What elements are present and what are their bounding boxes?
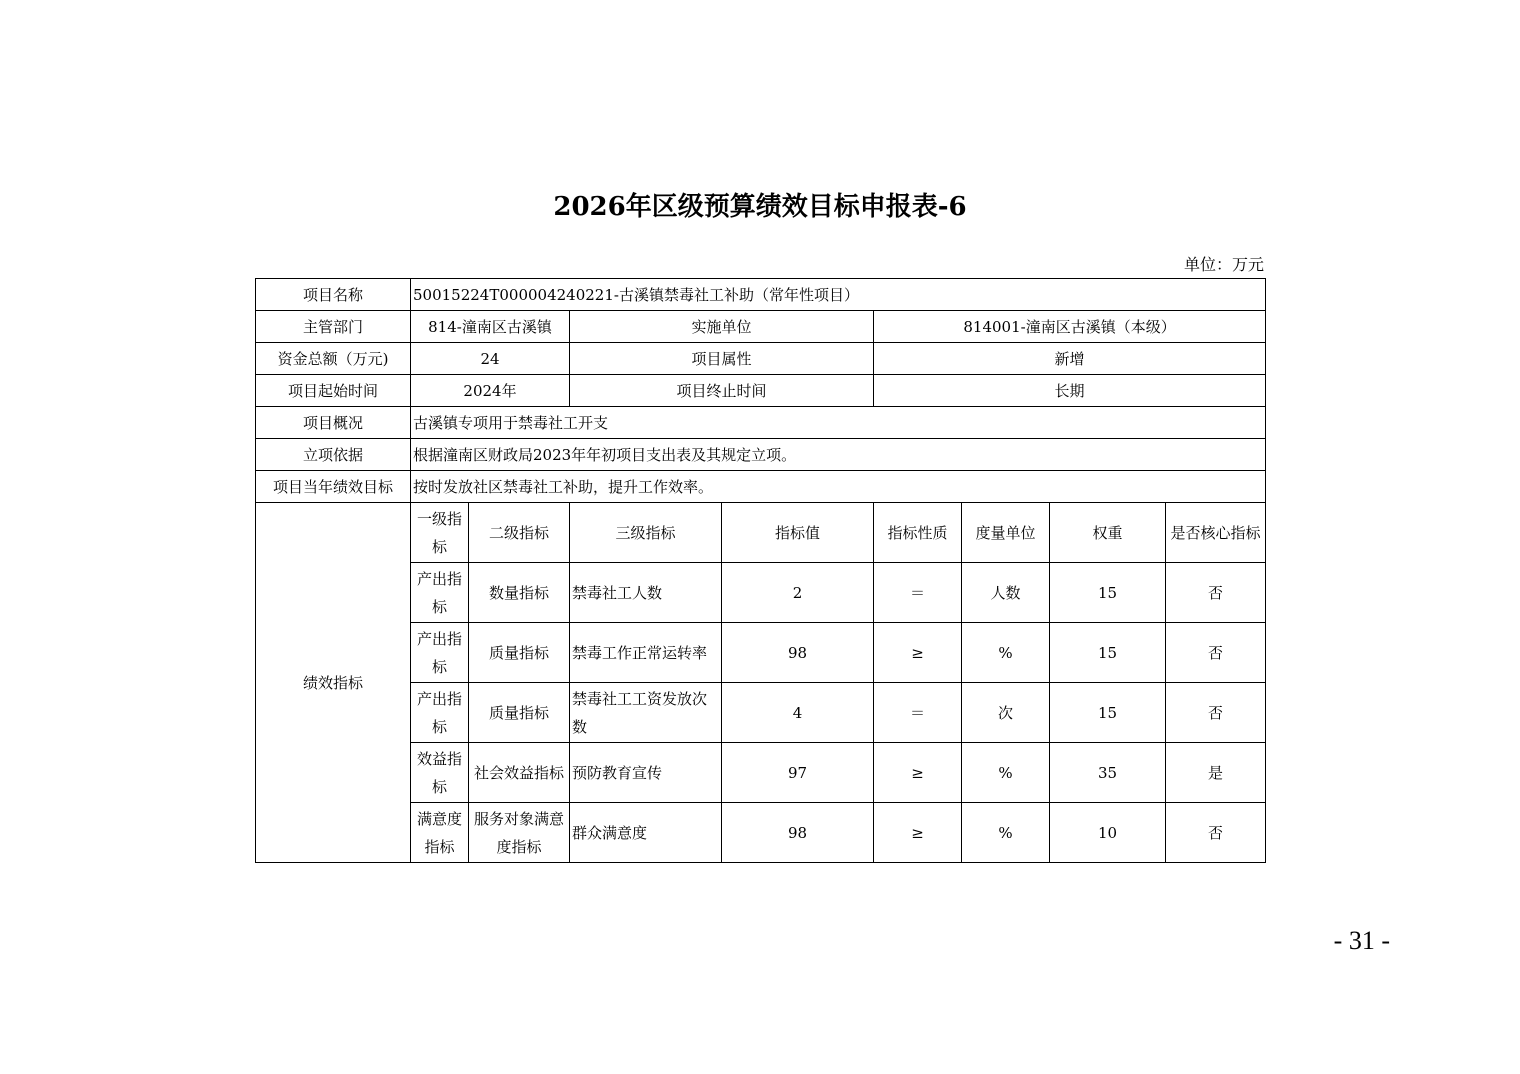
level3-cell: 预防教育宣传	[570, 743, 722, 803]
fund-label: 资金总额（万元)	[256, 343, 411, 375]
core-cell: 否	[1166, 563, 1266, 623]
header-unit: 度量单位	[962, 503, 1050, 563]
unit-cell: 人数	[962, 563, 1050, 623]
level1-cell: 满意度指标	[411, 803, 469, 863]
level3-cell: 禁毒社工人数	[570, 563, 722, 623]
performance-table	[255, 278, 1266, 863]
weight-cell: 35	[1050, 743, 1166, 803]
attr-value: 新增	[874, 343, 1266, 375]
unit-cell: 次	[962, 683, 1050, 743]
weight-cell: 10	[1050, 803, 1166, 863]
dept-value: 814-潼南区古溪镇	[411, 311, 570, 343]
overview-label: 项目概况	[256, 407, 411, 439]
end-value: 长期	[874, 375, 1266, 407]
header-level2: 二级指标	[469, 503, 570, 563]
level1-cell: 效益指标	[411, 743, 469, 803]
page-number: - 31 -	[1333, 926, 1390, 955]
basis-label: 立项依据	[256, 439, 411, 471]
unit-cell: %	[962, 623, 1050, 683]
row-basis	[256, 439, 1266, 471]
row-project-name	[256, 279, 1266, 311]
header-nature: 指标性质	[874, 503, 962, 563]
indicators-section-label: 绩效指标	[256, 503, 411, 863]
level2-cell: 质量指标	[469, 683, 570, 743]
impl-value: 814001-潼南区古溪镇（本级）	[874, 311, 1266, 343]
nature-cell: ≥	[874, 743, 962, 803]
unit-label: 单位：万元	[1183, 255, 1264, 274]
overview-value: 古溪镇专项用于禁毒社工开支	[411, 407, 1266, 439]
impl-label: 实施单位	[570, 311, 874, 343]
value-cell: 4	[722, 683, 874, 743]
page-title: 2026年区级预算绩效目标申报表-6	[553, 192, 967, 222]
nature-cell: ≥	[874, 803, 962, 863]
nature-cell: ＝	[874, 683, 962, 743]
level2-cell: 数量指标	[469, 563, 570, 623]
row-fund	[256, 343, 1266, 375]
unit-cell: %	[962, 803, 1050, 863]
level3-cell: 群众满意度	[570, 803, 722, 863]
row-time	[256, 375, 1266, 407]
weight-cell: 15	[1050, 623, 1166, 683]
level2-cell: 服务对象满意度指标	[469, 803, 570, 863]
value-cell: 2	[722, 563, 874, 623]
value-cell: 97	[722, 743, 874, 803]
fund-value: 24	[411, 343, 570, 375]
level2-cell: 社会效益指标	[469, 743, 570, 803]
weight-cell: 15	[1050, 563, 1166, 623]
row-goal	[256, 471, 1266, 503]
project-name-label: 项目名称	[256, 279, 411, 311]
header-core: 是否核心指标	[1166, 503, 1266, 563]
level1-cell: 产出指标	[411, 623, 469, 683]
start-value: 2024年	[411, 375, 570, 407]
goal-value: 按时发放社区禁毒社工补助，提升工作效率。	[411, 471, 1266, 503]
value-cell: 98	[722, 623, 874, 683]
level1-cell: 产出指标	[411, 563, 469, 623]
project-name-value: 50015224T000004240221-古溪镇禁毒社工补助（常年性项目）	[411, 279, 1266, 311]
row-department	[256, 311, 1266, 343]
level2-cell: 质量指标	[469, 623, 570, 683]
level3-cell: 禁毒工作正常运转率	[570, 623, 722, 683]
unit-cell: %	[962, 743, 1050, 803]
header-value: 指标值	[722, 503, 874, 563]
dept-label: 主管部门	[256, 311, 411, 343]
indicator-header-row	[256, 503, 1266, 563]
nature-cell: ≥	[874, 623, 962, 683]
goal-label: 项目当年绩效目标	[256, 471, 411, 503]
nature-cell: ＝	[874, 563, 962, 623]
weight-cell: 15	[1050, 683, 1166, 743]
row-overview	[256, 407, 1266, 439]
value-cell: 98	[722, 803, 874, 863]
header-weight: 权重	[1050, 503, 1166, 563]
core-cell: 是	[1166, 743, 1266, 803]
start-label: 项目起始时间	[256, 375, 411, 407]
core-cell: 否	[1166, 623, 1266, 683]
attr-label: 项目属性	[570, 343, 874, 375]
level1-cell: 产出指标	[411, 683, 469, 743]
end-label: 项目终止时间	[570, 375, 874, 407]
header-level3: 三级指标	[570, 503, 722, 563]
core-cell: 否	[1166, 683, 1266, 743]
level3-cell: 禁毒社工工资发放次数	[570, 683, 722, 743]
basis-value: 根据潼南区财政局2023年年初项目支出表及其规定立项。	[411, 439, 1266, 471]
header-level1: 一级指标	[411, 503, 469, 563]
core-cell: 否	[1166, 803, 1266, 863]
